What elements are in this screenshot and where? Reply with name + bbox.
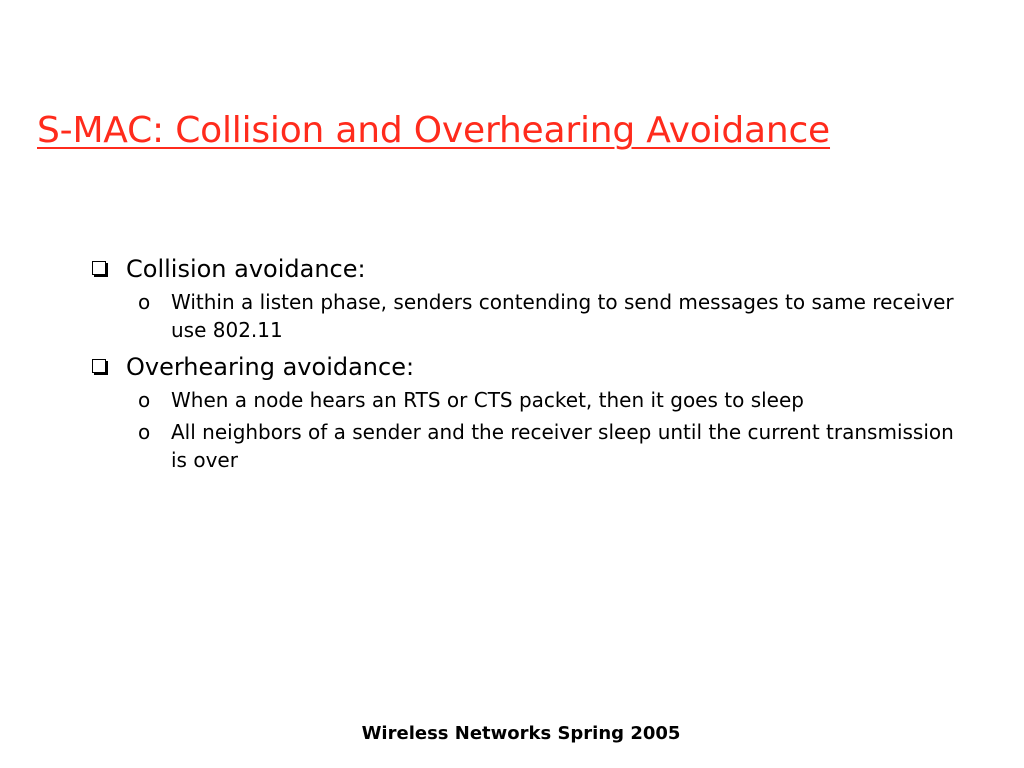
subbullet-listen-phase [138, 288, 972, 344]
slide-footer: Wireless Networks Spring 2005 [361, 723, 681, 744]
bullet-list [92, 250, 972, 474]
subbullet-text: When a node hears an RTS or CTS packet, then it goes to sleep [171, 388, 804, 412]
bullet-overhearing-avoidance [92, 350, 972, 384]
circle-bullet-marker: o [138, 420, 151, 444]
circle-bullet-marker: o [138, 290, 151, 314]
subbullet-text: Within a listen phase, senders contending to send messages to same receiver use 802.11 [171, 290, 954, 342]
subbullet-text: All neighbors of a sender and the receiver sleep until the current transmission is over [171, 420, 954, 472]
circle-bullet-marker: o [138, 388, 151, 412]
slide-title: S-MAC: Collision and Overhearing Avoidance [37, 110, 831, 151]
subbullet-neighbors-sleep [138, 418, 972, 474]
square-bullet-icon [92, 261, 106, 275]
bullet-text: Overhearing avoidance: [126, 353, 415, 381]
square-bullet-icon [92, 359, 106, 373]
bullet-text: Collision avoidance: [126, 255, 366, 283]
subbullet-rts-cts [138, 386, 972, 414]
bullet-collision-avoidance [92, 252, 972, 286]
